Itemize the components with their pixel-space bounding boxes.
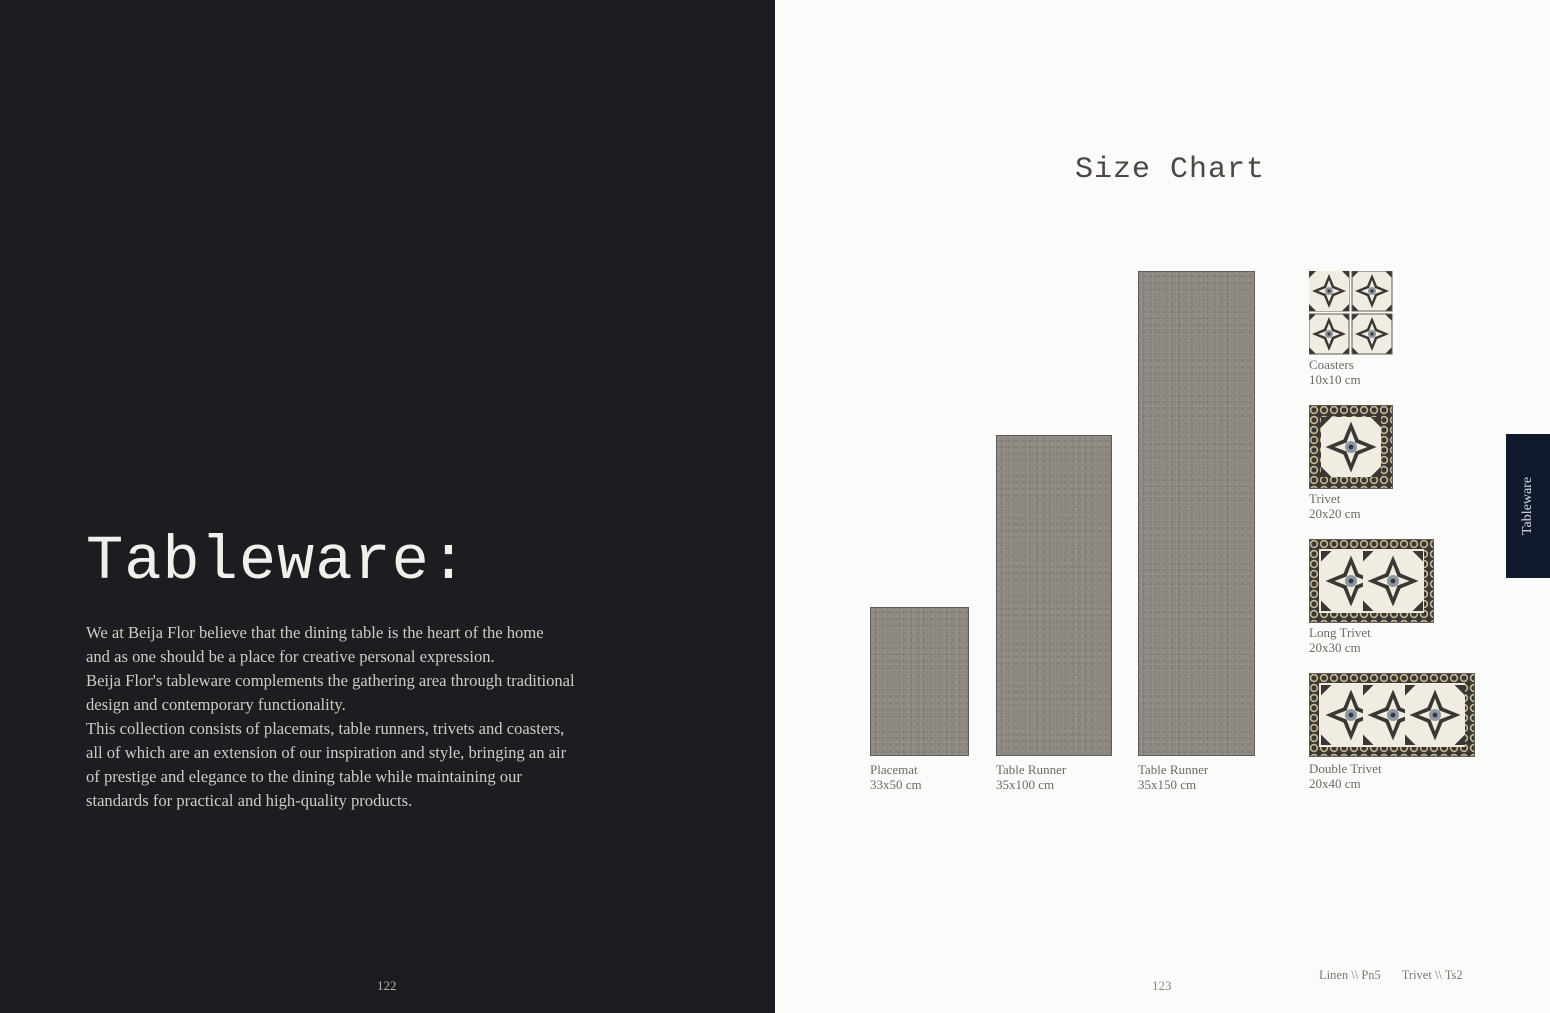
side-tab-tableware[interactable]: [1506, 434, 1550, 578]
intro-line: all of which are an extension of our inspiration and style, bringing an air: [86, 743, 567, 762]
product-table-runner-100: [996, 435, 1114, 797]
intro-paragraph: [86, 621, 646, 813]
product-size: 35x150 cm: [1138, 777, 1197, 792]
product-table-runner-150: [1138, 271, 1256, 797]
footer-code-trivet: Trivet \\ Ts2: [1401, 968, 1463, 982]
product-coasters: [1309, 271, 1399, 391]
footer-code-linen: Linen \\ Pn5: [1319, 968, 1381, 982]
product-long-trivet: [1309, 539, 1439, 659]
right-page: [775, 0, 1550, 1013]
product-trivet: [1309, 405, 1399, 525]
product-size: 33x50 cm: [870, 777, 922, 792]
footer-product-codes: [1319, 968, 1481, 983]
product-size: 20x30 cm: [1309, 640, 1361, 655]
table-runner-100-swatch-image: [996, 435, 1112, 756]
coasters-image: [1309, 271, 1393, 355]
product-name: Placemat: [870, 762, 918, 777]
product-name: Long Trivet: [1309, 625, 1371, 640]
product-placemat: [870, 607, 970, 797]
intro-line: and as one should be a place for creative personal expression.: [86, 647, 495, 666]
size-chart-title: Size Chart: [1075, 153, 1266, 187]
trivet-image: [1309, 405, 1393, 489]
product-size: 20x40 cm: [1309, 776, 1361, 791]
side-tab-label: Tableware: [1520, 476, 1535, 536]
page-number-right: 123: [1152, 978, 1172, 993]
product-size: 10x10 cm: [1309, 372, 1361, 387]
section-title: Tableware:: [86, 526, 469, 597]
intro-line: of prestige and elegance to the dining table while maintaining our: [86, 767, 522, 786]
long-trivet-image: [1309, 539, 1434, 623]
product-size: 35x100 cm: [996, 777, 1055, 792]
placemat-swatch-image: [870, 607, 969, 756]
page-number-left: 122: [377, 978, 397, 993]
product-name: Coasters: [1309, 357, 1354, 372]
double-trivet-image: [1309, 673, 1475, 757]
table-runner-150-swatch-image: [1138, 271, 1255, 756]
intro-line: Beija Flor's tableware complements the gathering area through traditional: [86, 671, 575, 690]
intro-line: standards for practical and high-quality products.: [86, 791, 413, 810]
product-name: Table Runner: [1138, 762, 1209, 777]
product-name: Double Trivet: [1309, 761, 1382, 776]
product-size: 20x20 cm: [1309, 506, 1361, 521]
product-double-trivet: [1309, 673, 1479, 797]
product-name: Trivet: [1309, 491, 1341, 506]
intro-line: We at Beija Flor believe that the dining table is the heart of the home: [86, 623, 544, 642]
intro-line: design and contemporary functionality.: [86, 695, 346, 714]
intro-line: This collection consists of placemats, table runners, trivets and coasters,: [86, 719, 565, 738]
product-name: Table Runner: [996, 762, 1067, 777]
